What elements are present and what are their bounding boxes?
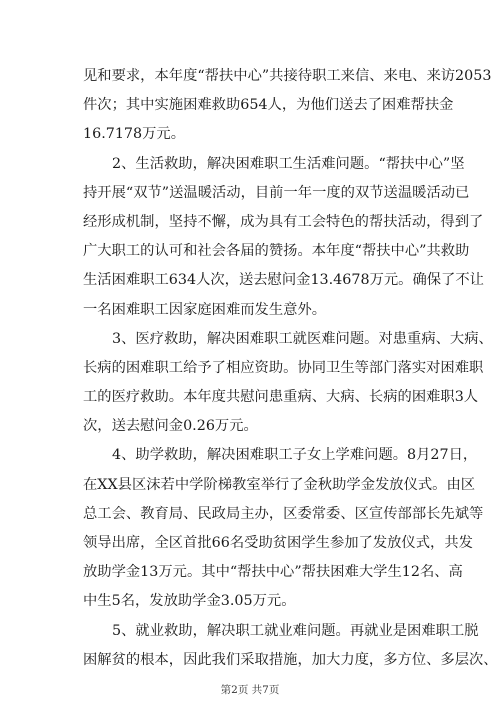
text-line: 16.7178万元。 xyxy=(83,126,186,143)
text-line: 生活困难职工634人次，送去慰问金13.4678万元。确保了不让 xyxy=(83,272,484,289)
text-line: 件次；其中实施困难救助654人，为他们送去了困难帮扶金 xyxy=(83,97,454,114)
text-line: 困解贫的根本，因此我们采取措施，加大力度，多方位、多层次、 xyxy=(83,651,498,668)
text-line: 2、生活救助，解决困难职工生活难问题。“帮扶中心”坚 xyxy=(112,155,465,172)
text-line: 见和要求，本年度“帮扶中心”共接待职工来信、来电、来访2053 xyxy=(83,68,492,84)
text-line: 总工会、教育局、民政局主办，区委常委、区宣传部部长先斌等 xyxy=(83,505,484,522)
text-line: 中生5名，发放助学金3.05万元。 xyxy=(83,593,296,610)
body-text xyxy=(83,62,498,675)
text-line: 在XX县区沫若中学阶梯教室举行了金秋助学金发放仪式。由区 xyxy=(83,476,476,493)
text-line: 3、医疗救助，解决困难职工就医难问题。对患重病、大病、 xyxy=(112,330,493,347)
page-footer: 第2页 共7页 xyxy=(220,684,280,696)
text-line: 领导出席，全区首批66名受助贫困学生参加了发放仪式，共发 xyxy=(83,535,473,551)
text-line: 放助学金13万元。其中“帮扶中心”帮扶困难大学生12名、高 xyxy=(83,564,463,581)
text-line: 广大职工的认可和社会各届的赞扬。本年度“帮扶中心”共救助 xyxy=(83,243,470,260)
text-line: 次，送去慰问金0.26万元。 xyxy=(83,418,258,435)
text-line: 一名困难职工因家庭困难而发生意外。 xyxy=(83,301,327,318)
text-line: 持开展“双节”送温暖活动，目前一年一度的双节送温暖活动已 xyxy=(83,184,470,201)
text-line: 工的医疗救助。本年度共慰问患重病、大病、长病的困难职3人 xyxy=(83,389,479,406)
text-line: 4、助学救助，解决困难职工子女上学难问题。8月27日， xyxy=(112,447,478,464)
text-line: 经形成机制，坚持不懈，成为具有工会特色的帮扶活动，得到了 xyxy=(83,213,484,230)
text-line: 5、就业救助，解决职工就业难问题。再就业是困难职工脱 xyxy=(112,622,479,639)
text-line: 长病的困难职工给予了相应资助。协同卫生等部门落实对困难职 xyxy=(83,359,484,376)
